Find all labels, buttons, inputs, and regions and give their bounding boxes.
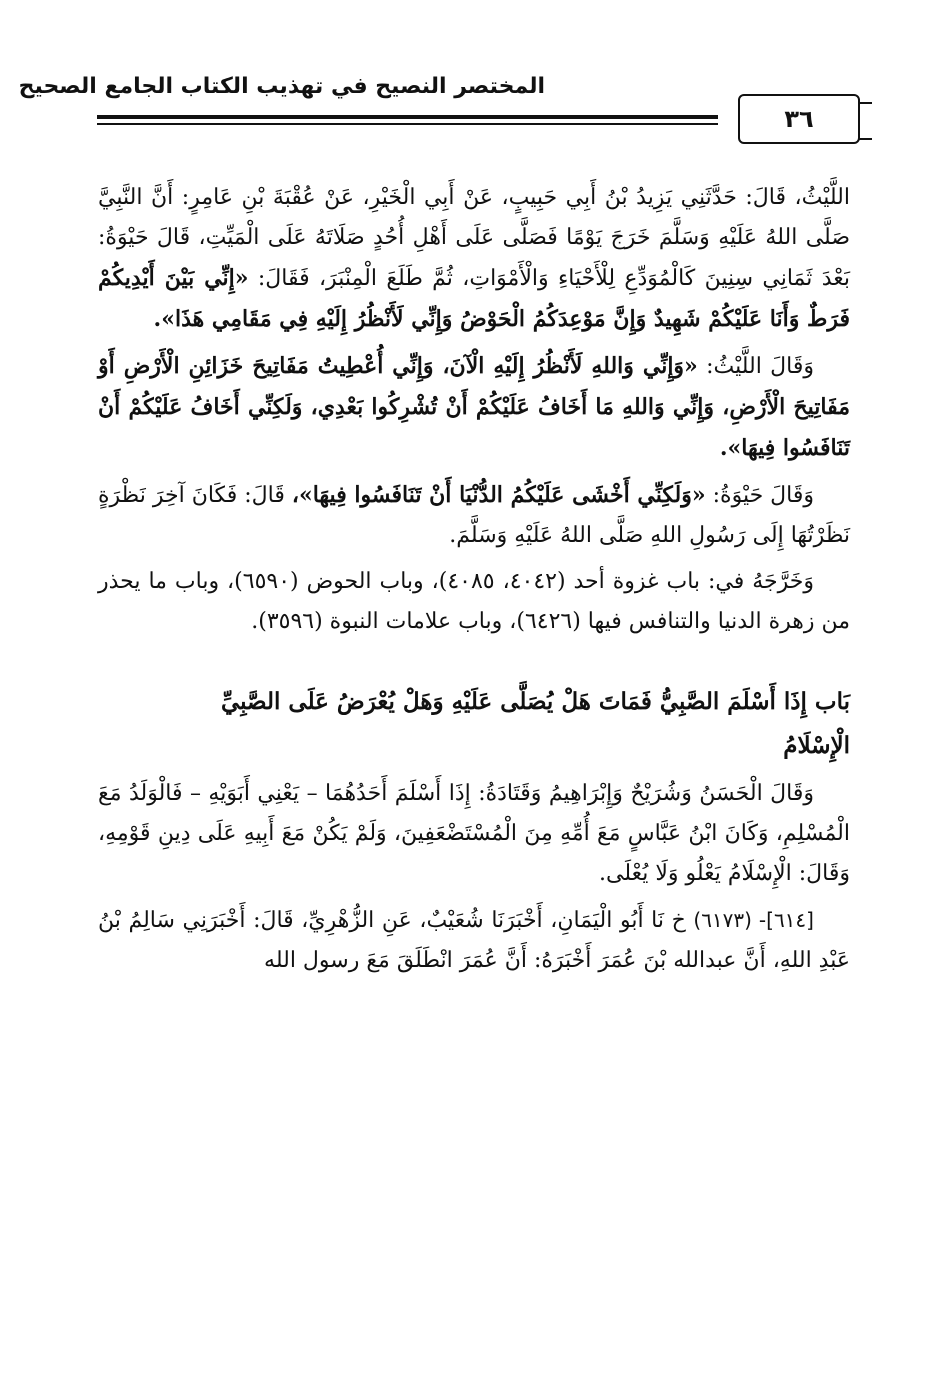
hadith-paragraph-2 <box>98 346 850 469</box>
narration-intro: وَقَالَ اللَّيْثُ: <box>706 354 815 379</box>
hadith-paragraph-1 <box>98 178 850 340</box>
header-rule-thin <box>97 123 718 125</box>
athar-paragraph <box>98 774 850 894</box>
body-text <box>98 178 850 981</box>
chapter-heading-line-2: الْإِسْلَامُ <box>783 732 850 759</box>
prophetic-quote: «إِنِّي بَيْنَ أَيْدِيكُمْ فَرَطٌ وَأَنَا عَلَيْكُمْ شَهِيدٌ وَإِنَّ مَوْعِدَكُمُ الْحَوْضُ وَإِنِّي لَأَنْظُرُ إِلَيْهِ فِي مَقَامِي هَذَا». <box>98 265 850 332</box>
header-rule-thick <box>97 115 718 119</box>
narration-text: قَالَ: فَكَانَ آخِرَ نَظْرَةٍ نَظَرْتُهَا إِلَى رَسُولِ اللهِ صَلَّى اللهُ عَلَيْهِ وَسَلَّمَ. <box>98 483 850 548</box>
isnad-text: خ نَا أَبُو الْيَمَانِ، أَخْبَرَنَا شُعَيْبٌ، عَنِ الزُّهْرِيِّ، قَالَ: أَخْبَرَنِي سَالِمُ بْنُ عَبْدِ اللهِ، أَنَّ عبدالله بْنَ عُمَرَ أَخْبَرَهُ: أَنَّ عُمَرَ انْطَلَقَ مَعَ رسول الله <box>98 908 850 973</box>
hadith-reference-number: [٦١٤]- (٦١٧٣) <box>693 908 814 932</box>
page-number: ٣٦ <box>784 105 814 133</box>
chapter-heading <box>98 680 850 768</box>
chapter-heading-line-1: بَاب إِذَا أَسْلَمَ الصَّبِيُّ فَمَاتَ هَلْ يُصَلَّى عَلَيْهِ وَهَلْ يُعْرَضُ عَلَى الصَّبِيِّ <box>220 688 850 715</box>
narration-intro: وَقَالَ حَيْوَةُ: <box>712 483 815 508</box>
hadith-paragraph-3 <box>98 475 850 556</box>
prophetic-quote: «وَلَكِنِّي أَخْشَى عَلَيْكُمُ الدُّنْيَا أَنْ تَنَافَسُوا فِيهَا»، <box>291 482 706 508</box>
takhrij-paragraph <box>98 562 850 642</box>
hadith-paragraph-614 <box>98 900 850 981</box>
page-number-box <box>738 94 860 144</box>
takhrij-text: وَخَرَّجَهُ في: باب غزوة أحد (٤٠٤٢، ٤٠٨٥)، وباب الحوض (٦٥٩٠)، وباب ما يحذر من زهرة الدنيا والتنافس فيها (٦٤٢٦)، وباب علامات النبوة (٣٥٩٦). <box>98 569 850 634</box>
narration-text: اللَّيْثُ، قَالَ: حَدَّثَنِي يَزِيدُ بْنُ أَبِي حَبِيبٍ، عَنْ أَبِي الْخَيْرِ، عَنْ عُقْبَةَ بْنِ عَامِرٍ: أَنَّ النَّبِيَّ صَلَّى اللهُ عَلَيْهِ وَسَلَّمَ خَرَجَ يَوْمًا فَصَلَّى عَلَى أَهْلِ أُحُدٍ صَلَاتَهُ عَلَى الْمَيِّتِ، قَالَ حَيْوَةُ: بَعْدَ ثَمَانِي سِنِينَ كَالْمُوَدِّعِ لِلْأَحْيَاءِ وَالْأَمْوَاتِ، ثُمَّ طَلَعَ الْمِنْبَرَ، فَقَالَ: <box>98 185 851 291</box>
athar-text: وَقَالَ الْحَسَنُ وَشُرَيْحٌ وَإِبْرَاهِيمُ وَقَتَادَةُ: إِذَا أَسْلَمَ أَحَدُهُمَا – يَعْنِي أَبَوَيْهِ – فَالْوَلَدُ مَعَ الْمُسْلِمِ، وَكَانَ ابْنُ عَبَّاسٍ مَعَ أُمِّهِ مِنَ الْمُسْتَضْعَفِينَ، وَلَمْ يَكُنْ مَعَ أَبِيهِ عَلَى دِينِ قَوْمِهِ، وَقَالَ: الْإِسْلَامُ يَعْلُو وَلَا يُعْلَى. <box>98 781 850 886</box>
running-title: المختصر النصيح في تهذيب الكتاب الجامع الصحيح <box>18 74 545 99</box>
prophetic-quote: «وَإِنِّي وَاللهِ لَأَنْظُرُ إِلَيْهِ الْآنَ، وَإِنِّي أُعْطِيتُ مَفَاتِيحَ خَزَائِنِ الْأَرْضِ أَوْ مَفَاتِيحَ الْأَرْضِ، وَإِنِّي وَاللهِ مَا أَخَافُ عَلَيْكُمْ أَنْ تُشْرِكُوا بَعْدِي، وَلَكِنِّي أَخَافُ عَلَيْكُمْ أَنْ تَنَافَسُوا فِيهَا». <box>98 353 850 461</box>
